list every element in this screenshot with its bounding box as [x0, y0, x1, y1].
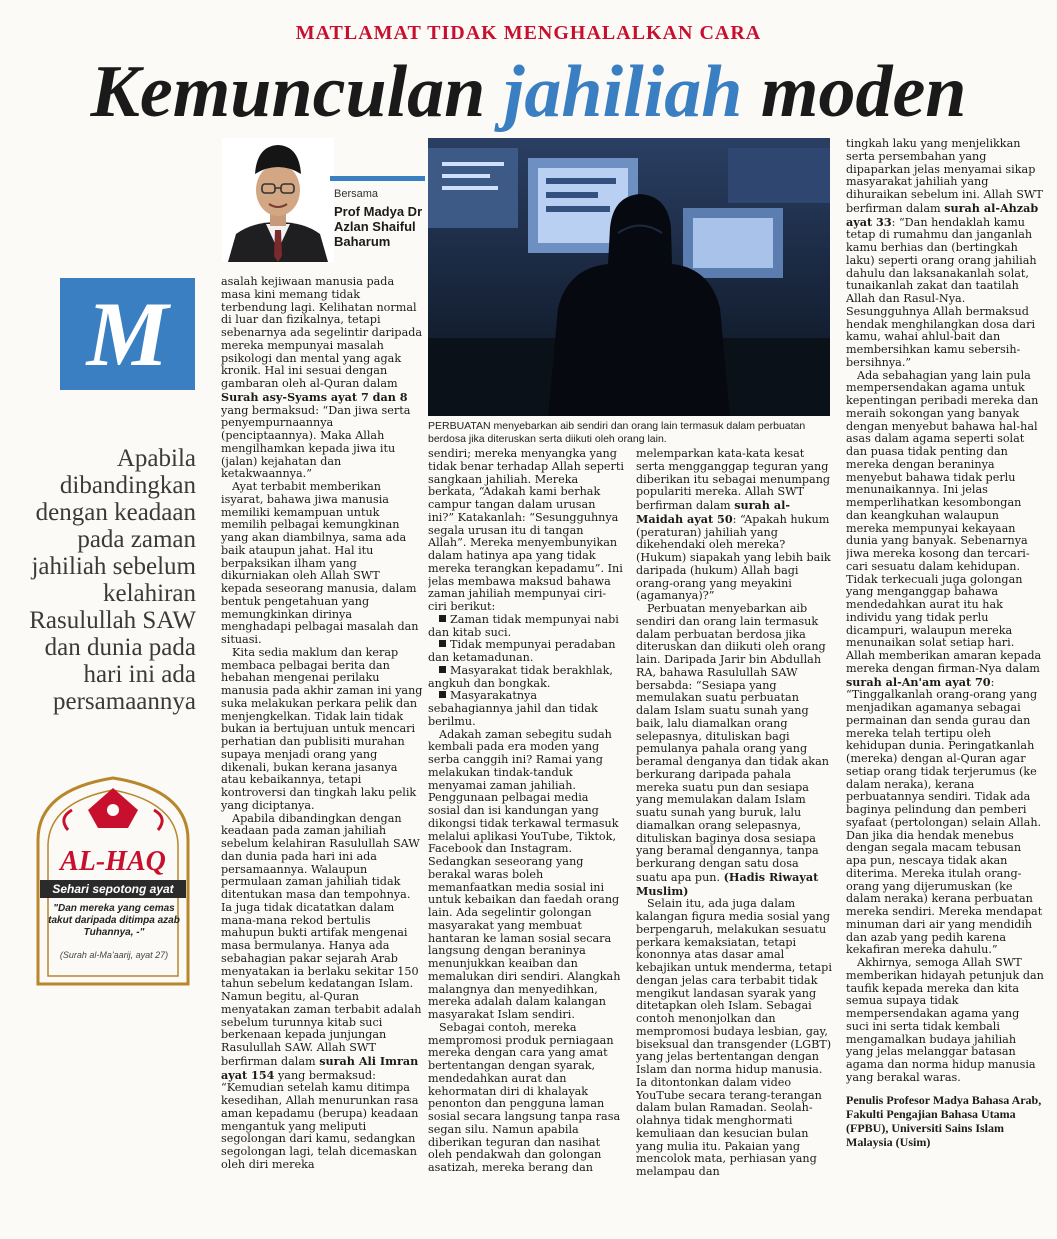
paragraph: tingkah laku yang menjelikkan serta persembahan yang dipaparkan jelas menyamai sikap masyarakat jahiliah yang dihuraikan sebelum ini. Allah SWT berfirman dalam surah al-Ahzab ayat 33: “Dan hendaklah kamu tetap di rumahmu dan janganlah kamu berhias dan (bertingkah laku) seperti orang orang jahiliah dahulu dan laksanakanlah solat, tunaikanlah zakat dan taatilah Allah dan Rasul-Nya. Sesungguhnya Allah bermaksud hendak menghilangkan dosa dari kamu, wahai ahlul-bait dan membersihkan kamu sebersih-bersihnya.” [846, 138, 1043, 369]
author-photo [222, 138, 334, 262]
badge-reference: (Surah al-Ma'aarij, ayat 27) [59, 950, 169, 960]
paragraph: Kita sedia maklum dan kerap membaca pelbagai berita dan hebahan mengenai perilaku manusia pada akhir zaman ini yang suka melakukan perkara pelik dan menjengkelkan. Tidak lain tidak bukan ia bertujuan untuk mencari perhatian dan publisiti murahan supaya menjadi orang yang dikenali, bukan kerana jasanya atau kebaikannya, tetapi kontroversi dan tingkah laku pelik yang diciptanya. [221, 645, 423, 812]
bullet-item: Tidak mempunyai peradaban dan ketamadunan. [428, 638, 616, 664]
paragraph: asalah kejiwaan manusia pada masa kini memang tidak terbendung lagi. Kelihatan normal di luar dan fizikalnya, tetapi sebenarnya ada segelintir daripada mereka mempunyai masalah psikologi dan mental yang agak kronik. Hal ini sesuai dengan gambaran oleh al-Quran dalam Surah asy-Syams ayat 7 dan 8 yang bermaksud: “Dan jiwa serta penyempurnaannya (penciptaannya). Maka Allah mengilhamkan kepada jiwa itu (jalan) kejahatan dan ketakwaannya.” [221, 276, 423, 481]
paragraph: sendiri; mereka menyangka yang tidak benar terhadap Allah seperti sangkaan jahiliah. Mereka berkata, “Adakah kami berhak campur tangan dalam urusan ini?” Katakanlah: “Sesungguhnya segala urusan itu di tangan Allah”. Mereka menyembunyikan dalam hatinya apa yang tidak mereka terangkan kepadamu”. Ini jelas membawa maksud bahawa zaman jahiliah mempunyai ciri-ciri berikut: [428, 448, 624, 613]
paragraph: Ayat terbabit memberikan isyarat, bahawa jiwa manusia memiliki kemampuan untuk memilih pelbagai kemungkinan yang akan diambilnya, sama ada baik ataupun jahat. Hal itu berpaksikan ilham yang dikurniakan oleh Allah SWT kepada seseorang manusia, dalam bentuk pengetahuan yang memungkinkan dirinya menghadapi pelbagai masalah dan situasi. [221, 480, 419, 646]
paragraph: Perbuatan menyebarkan aib sendiri dan orang lain termasuk dalam perbuatan berdosa jika diteruskan dan diikuti oleh orang lain. Daripada Jarir bin Abdullah RA, bahawa Rasulullah SAW bersabda: “Sesiapa yang memulakan suatu perbuatan dalam Islam suatu sunah yang baik, lalu diamalkan orang selepasnya, dituliskan bagi pemulanya pahala orang yang beramal denganya dan tidak akan berkurang daripada pahala mereka suatu pun dan sesiapa yang memulakan dalam Islam suatu sunah yang buruk, lalu diamalkan orang selepasnya, dituliskan baginya dosa sesiapa yang beramal dengannya, tanpa berkurang dengan satu dosa suatu apa pun. (Hadis Riwayat Muslim) [636, 602, 829, 898]
section-kicker: MATLAMAT TIDAK MENGHALALKAN CARA [295, 22, 762, 44]
paragraph: Sebagai contoh, mereka mempromosi produk perniagaan mereka dengan cara yang amat bertentangan dengan syarak, mendedahkan aurat dan kehormatan diri di khalayak penonton dan pengguna laman sosial secara langsung tanpa rasa segan silu. Namun apabila diberikan teguran dan nasihat oleh pendakwah dan golongan asatizah, mereka berang dan [428, 1020, 621, 1174]
paragraph: Ada sebahagian yang lain pula mempersendakan agama untuk kepentingan peribadi mereka dan meraih sokongan yang banyak dengan menyebut bahawa hal-hal asas dalam agama seperti solat dan puasa tidak penting dan mereka dengan beraninya menyebut bahawa tidak perlu menunaikannya. Ini jelas memperlihatkan kesombongan dan keangkuhan walaupun mereka mempunyai kekayaan dunia yang banyak. Sebenarnya jiwa mereka kosong dan tercari-cari sesuatu dalam kehidupan. Tidak terkecuali juga golongan yang menganggap bahawa mendedahkan aurat itu hak individu yang tidak perlu dicampuri, walaupun mereka menunaikan solat setiap hari. Allah memberikan amaran kepada mereka dengan firman-Nya dalam surah al-An'am ayat 70: “Tinggalkanlah orang-orang yang menjadikan agamanya sebagai permainan dan senda gurau dan mereka telah tertipu oleh kehidupan dunia. Peringatkanlah (mereka) dengan al-Quran agar setiap orang tidak terjerumus (ke dalam neraka), kerana perbuatannya sendiri. Tidak ada baginya pelindung dan pemberi syafaat (pertolongan) selain Allah. Dan jika dia hendak menebus dengan segala macam tebusan apa pun, nescaya tidak akan diterima. Mereka itulah orang-orang yang dijerumuskan (ke dalam neraka) kerana perbuatan mereka sendiri. Mereka mendapat minuman dari air yang mendidih dan azab yang pedih karena kekafiran mereka dahulu.” [846, 368, 1043, 957]
bullet-icon [439, 615, 446, 622]
al-haq-badge [28, 770, 198, 990]
paragraph: Adakah zaman sebegitu sudah kembali pada era moden yang serba canggih ini? Ramai yang melakukan tindak-tanduk menyamai zaman jahiliah. Penggunaan pelbagai media sosial dan isi kandungan yang dikongsi tidak terkawal termasuk melalui aplikasi YouTube, Tiktok, Facebook dan Instagram. Sedangkan seseorang yang berakal waras boleh memanfaatkan media sosial ini untuk kebaikan dan faedah orang lain. Ada segelintir golongan masyarakat yang membuat hantaran ke laman sosial secara langsung dengan beraninya menunjukkan keaiban dan memalukan diri sendiri. Alangkah malangnya dan menyedihkan, mereka adalah dalam kalangan masyarakat Islam sendiri. [428, 727, 621, 1021]
drop-cap: M [60, 278, 195, 390]
author-credit: Penulis Profesor Madya Bahasa Arab, Fakulti Pengajian Bahasa Utama (FPBU), Universiti Sains Islam Malaysia (Usim) [846, 1092, 1042, 1149]
title-accent: jahiliah [503, 51, 743, 133]
paragraph: Apabila dibandingkan dengan keadaan pada zaman jahiliah sebelum kelahiran Rasulullah SAW dan dunia pada hari ini ada persamaannya. Walaupun permulaan zaman jahiliah tidak ditentukan masa dan tempohnya. Ia juga tidak dicatatkan dalam mana-mana rekod bertulis mahupun bukti artifak mengenai masa bermulanya. Hanya ada sebahagian pakar sejarah Arab menyatakan ia berlaku sekitar 150 tahun sebelum kedatangan Islam. Namun begitu, al-Quran menyatakan zaman terbabit adalah sebelum turunnya kitab suci berkenaan kepada junjungan Rasulullah SAW. Allah SWT berfirman dalam surah Ali Imran ayat 154 yang bermaksud: “Kemudian setelah kamu ditimpa kesedihan, Allah menurunkan rasa aman kepadamu (berupa) keadaan mengantuk yang meliputi segolongan dari kamu, sedangkan segolongan lagi, telah dicemaskan oleh diri mereka [221, 811, 422, 1171]
article-column-2 [428, 448, 624, 1224]
bullet-item: Masyarakat tidak berakhlak, angkuh dan bongkak. [428, 663, 613, 690]
hero-image [428, 138, 830, 416]
bullet-icon [439, 640, 446, 647]
paragraph: Akhirnya, semoga Allah SWT memberikan hidayah petunjuk dan taufik kepada mereka dan kita semua supaya tidak mempersendakan agama yang suci ini serta tidak kembali mengamalkan budaya jahiliah yang jelas melanggar batasan agama dan norma hidup manusia yang berakal waras. [846, 956, 1044, 1084]
bullet-icon [439, 691, 446, 698]
pull-quote: Apabila dibandingkan dengan keadaan pada zaman jahiliah sebelum kelahiran Rasulullah SAW dan dunia pada hari ini ada persamaannya [29, 445, 196, 715]
badge-title: AL-HAQ [60, 846, 166, 877]
image-caption: PERBUATAN menyebarkan aib sendiri dan orang lain termasuk dalam perbuatan berdosa jika diteruskan serta diikuti oleh orang lain. [428, 420, 806, 445]
article-column-3 [636, 448, 832, 1224]
title-part-1: Kemunculan [90, 51, 504, 133]
badge-quote: "Dan mereka yang cemas takut daripada ditimpa azab Tuhannya, -" [48, 903, 180, 938]
bullet-icon [439, 666, 446, 673]
paragraph: Selain itu, ada juga dalam kalangan figura media sosial yang berpengaruh, melakukan sesuatu perkara kemaksiatan, tetapi kononnya atas dasar amal kebajikan untuk menderma, tetapi dengan jelas cara terbabit tidak mengikut landasan syarak yang ditetapkan oleh Islam. Sebagai contoh menonjolkan dan mempromosi budaya lesbian, gay, biseksual dan transgender (LGBT) yang jelas bertentangan dengan Islam dan norma hidup manusia. Ia ditontonkan dalam video YouTube secara terang-terangan dalam bulan Ramadan. Seolah-olahnya tidak menghormati kemuliaan dan kesucian bulan yang mulia itu. Pakaian yang mencolok mata, perhiasan yang melampau dan [636, 897, 832, 1178]
page-title [0, 50, 1057, 134]
title-part-2: moden [742, 51, 967, 133]
bullet-item: Zaman tidak mempunyai nabi dan kitab suci. [428, 612, 619, 639]
author-rule [330, 176, 425, 181]
author-byline [330, 176, 425, 262]
badge-subtitle: Sehari sepotong ayat [40, 880, 186, 898]
paragraph: melemparkan kata-kata kesat serta mengganggap teguran yang diberikan itu sebagai menumpang populariti mereka. Allah SWT berfirman dalam surah al-Maidah ayat 50: “Apakah hukum (peraturan) jahiliah yang dikehendaki oleh mereka? (Hukum) siapakah yang lebih baik daripada (hukum) Allah bagi orang-orang yang meyakini (agamanya)?” [636, 448, 831, 603]
article-column-4 [846, 138, 1044, 1228]
author-name: Prof Madya Dr Azlan Shaiful Baharum [334, 204, 423, 249]
bullet-item: Masyarakatnya sebahagiannya jahil dan tidak berilmu. [428, 689, 598, 728]
article-column-1 [221, 276, 424, 1224]
author-by-label: Bersama [334, 188, 379, 200]
